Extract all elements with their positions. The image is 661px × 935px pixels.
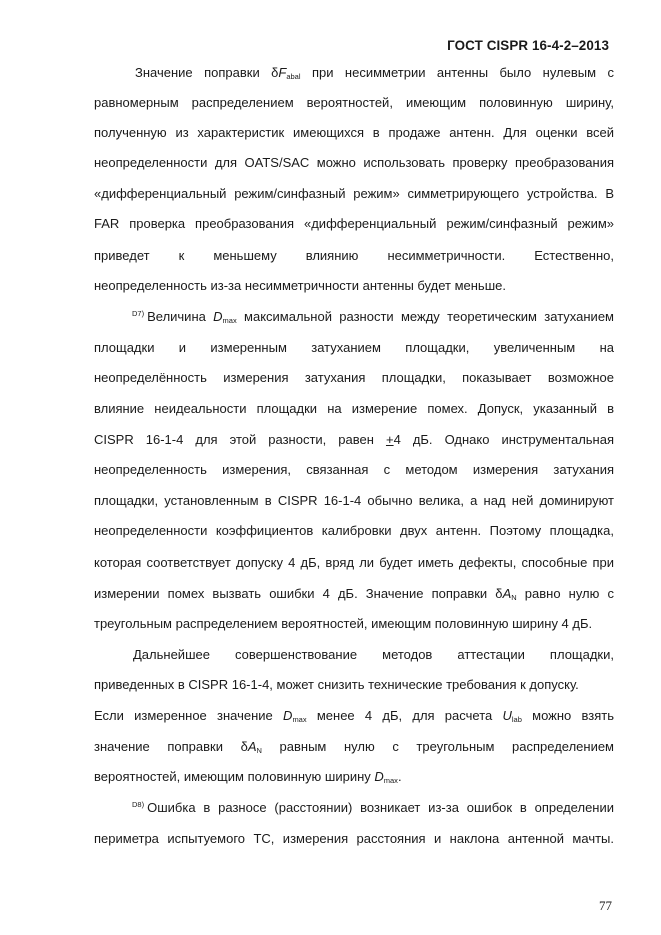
document-header: ГОСТ CISPR 16-4-2–2013 xyxy=(447,38,609,53)
text-line: неопределенности для OATS/SAC можно использовать проверку преобразования xyxy=(94,155,614,170)
text-line: неопределенность измерения, связанная с методом измерения затухания xyxy=(94,462,614,477)
footnote-marker: D7) xyxy=(132,309,145,318)
text-line: $^{D7)}$ Величина $D_{max}$ максимальной разности между теоретическим затуханием xyxy=(132,309,614,325)
text-line: значение поправки $\delta A_N$ равным нулю с треугольным распределением xyxy=(94,739,614,755)
text-line: Дальнейшее совершенствование методов аттестации площадки, xyxy=(133,647,614,662)
text-line: площадки и измеренным затуханием площадки, увеличенным на xyxy=(94,340,614,355)
text-line: CISPR 16-1-4 для этой разности, равен +4 дБ. Однако инструментальная xyxy=(94,432,615,447)
text-line: неопределенности коэффициентов калибровки двух антенн. Поэтому площадка, xyxy=(94,523,614,538)
text-line: неопределенность из-за несимметричности антенны будет меньше. xyxy=(94,278,506,293)
text-line: приведенных в CISPR 16-1-4, может снизить технические требования к допуску. xyxy=(94,677,579,692)
text-line: Если измеренное значение $D_{max}$ менее 4 дБ, для расчета $U_{lab}$ можно взять xyxy=(94,708,614,724)
text-line: вероятностей, имеющим половинную ширину $D_{max}$. xyxy=(94,769,402,785)
text-line: Значение поправки $\delta F_{abal}$ при несимметрии антенны было нулевым с xyxy=(135,65,614,81)
text-line: площадки, установленным в CISPR 16-1-4 обычно велика, а над ней доминируют xyxy=(94,493,614,508)
text-line: неопределённость измерения затухания площадки, показывает возможное xyxy=(94,370,614,385)
text-line: равномерным распределением вероятностей, имеющим половинную ширину, xyxy=(94,95,614,110)
text-line: FAR проверка преобразования «дифференциальный режим/синфазный режим» xyxy=(94,216,614,231)
text-line: которая соответствует допуску 4 дБ, вряд ли будет иметь дефекты, способные при xyxy=(94,555,614,570)
page-number: 77 xyxy=(599,898,612,913)
text-line: приведет к меньшему влиянию несимметричности. Естественно, xyxy=(94,248,614,263)
text-line: $^{D8)}$ Ошибка в разносе (расстоянии) возникает из-за ошибок в определении xyxy=(132,800,614,815)
text-line: периметра испытуемого ТС, измерения расстояния и наклона антенной мачты. xyxy=(94,831,614,846)
text-line: влияние неидеальности площадки на измерение помех. Допуск, указанный в xyxy=(94,401,614,416)
text-line: «дифференциальный режим/синфазный режим» симметрирующего устройства. В xyxy=(94,186,614,201)
text-line: треугольным распределением вероятностей, имеющим половинную ширину 4 дБ. xyxy=(94,616,593,631)
text-line: измерении помех вызвать ошибки 4 дБ. Значение поправки $\delta A_N$ равно нулю с xyxy=(94,586,615,602)
text-line: полученную из характеристик имеющихся в продаже антенн. Для оценки всей xyxy=(94,125,614,140)
footnote-marker: D8) xyxy=(132,800,145,809)
